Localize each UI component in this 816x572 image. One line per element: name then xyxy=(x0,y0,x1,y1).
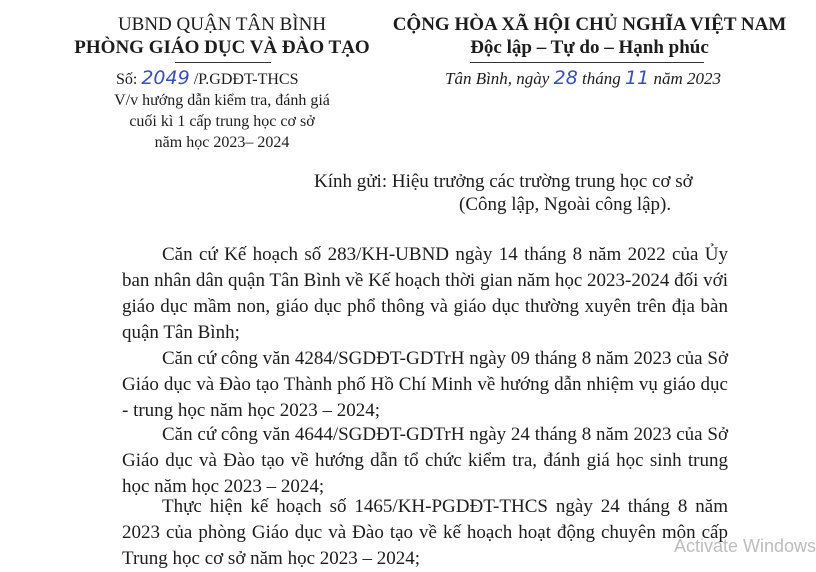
number-prefix: Số: xyxy=(116,71,138,88)
paragraph-legal-basis-2: Căn cứ công văn 4284/SGDĐT-GDTrH ngày 09 tháng 8 năm 2023 của Sở Giáo dục và Đào tạo Thành phố Hồ Chí Minh về hướng dẫn nhiệm vụ giáo dục - trung học năm học 2023 – 2024; xyxy=(122,348,728,421)
number-suffix: /P.GDĐT-THCS xyxy=(193,71,299,88)
left-header-underline xyxy=(175,62,271,63)
recipient-line-2: (Công lập, Ngoài công lập). xyxy=(459,194,672,215)
activation-watermark: Activate Windows xyxy=(674,536,816,556)
paragraph-legal-basis-1: Căn cứ Kế hoạch số 283/KH-UBND ngày 14 tháng 8 năm 2022 của Ủy ban nhân dân quận Tân Bình về Kế hoạch thời gian năm học 2023-2024 đối với giáo dục mầm non, giáo dục phổ thông và giáo dục thường xuyên trên địa bàn quận Tân Bình; xyxy=(122,244,728,343)
issuing-department: PHÒNG GIÁO DỤC VÀ ĐÀO TẠO xyxy=(74,37,370,58)
right-header-underline xyxy=(470,62,704,63)
date-month-word: tháng xyxy=(582,69,621,88)
date-place: Tân Bình, ngày xyxy=(445,69,550,88)
document-number xyxy=(116,66,298,92)
number-handwritten: 2049 xyxy=(141,67,190,89)
paragraph-implementation: Thực hiện kế hoạch số 1465/KH-PGDĐT-THCS ngày 24 tháng 8 năm 2023 của phòng Giáo dục và Đào tạo về kế hoạch hoạt động chuyên môn cấp Trung học cơ sở năm học 2023 – 2024; xyxy=(122,496,728,569)
date-day: 28 xyxy=(553,67,578,89)
subject-line-1: V/v hướng dẫn kiểm tra, đánh giá xyxy=(114,92,330,109)
subject-line-3: năm học 2023– 2024 xyxy=(154,134,290,151)
issuing-authority: UBND QUẬN TÂN BÌNH xyxy=(117,14,327,35)
paragraph-legal-basis-3: Căn cứ công văn 4644/SGDĐT-GDTrH ngày 24 tháng 8 năm 2023 của Sở Giáo dục và Đào tạo về hướng dẫn tổ chức kiểm tra, đánh giá học sinh trung học năm học 2023 – 2024; xyxy=(122,424,728,497)
subject-line-2: cuối kì 1 cấp trung học cơ sở xyxy=(129,113,315,130)
recipient-line-1: Kính gửi: Hiệu trưởng các trường trung học cơ sở xyxy=(314,171,693,192)
issue-date xyxy=(445,66,721,91)
date-month: 11 xyxy=(625,67,650,89)
national-title: CỘNG HÒA XÃ HỘI CHỦ NGHĨA VIỆT NAM xyxy=(392,14,787,35)
date-year: năm 2023 xyxy=(653,69,721,88)
national-motto: Độc lập – Tự do – Hạnh phúc xyxy=(470,37,709,58)
